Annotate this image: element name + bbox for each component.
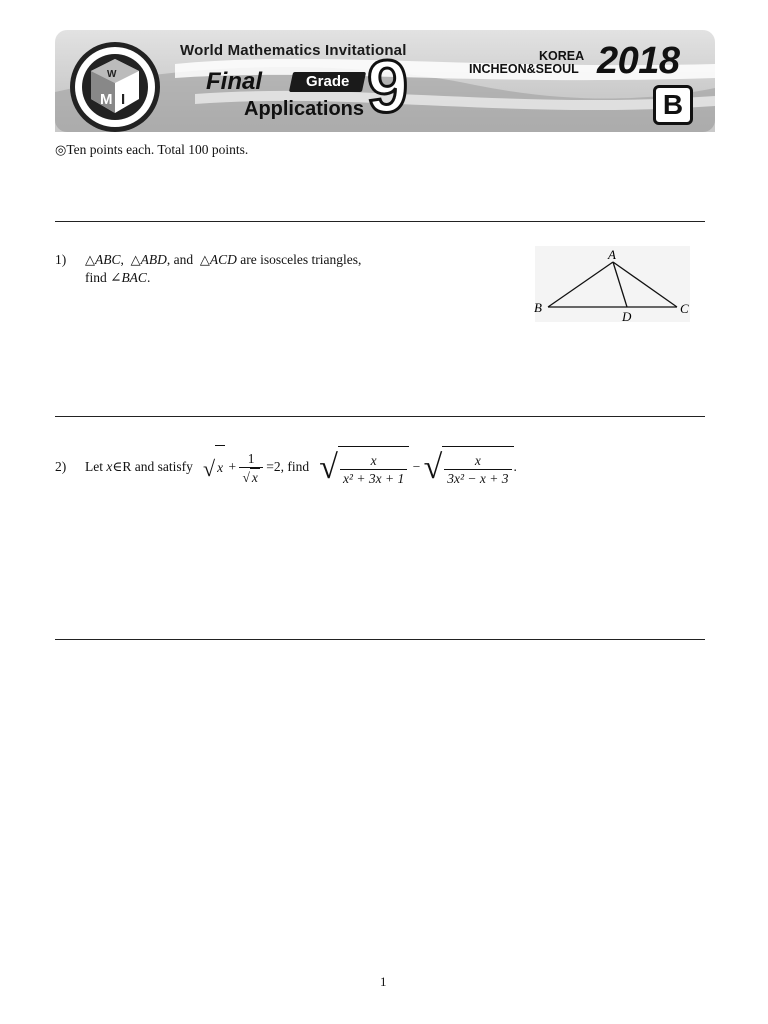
fraction-2-denominator: 3x² − x + 3 <box>447 471 509 487</box>
equals-sign: = <box>266 459 274 475</box>
let-word: Let <box>85 459 103 475</box>
grade-number: 9 <box>367 45 409 128</box>
triangle-figure <box>530 246 695 326</box>
country-label: KOREA <box>539 49 585 63</box>
header-banner <box>55 30 715 132</box>
divider-line <box>55 221 705 222</box>
cities-label: INCHEON&SEOUL <box>469 62 579 76</box>
fraction-1-denominator: x² + 3x + 1 <box>342 471 405 487</box>
find-text: , find <box>280 459 310 475</box>
round-label: Final <box>206 68 263 95</box>
wmi-logo <box>69 41 161 133</box>
one-over-sqrt-x <box>239 450 262 486</box>
triangle-acd: ACD <box>209 252 237 267</box>
triangle-symbol: △ <box>85 252 95 267</box>
grade-label: Grade <box>305 73 350 90</box>
element-of-symbol: ∈ <box>112 459 123 475</box>
angle-symbol: ∠ <box>110 270 122 285</box>
svg-text:M: M <box>100 91 113 108</box>
problem-2-number: 2) <box>55 459 67 474</box>
fraction-denominator: √ x <box>242 469 258 485</box>
grade-badge <box>289 72 366 92</box>
radicand-x: x <box>215 445 225 490</box>
value-two: 2 <box>273 459 281 475</box>
svg-text:I: I <box>121 91 126 108</box>
problem-1-text: are isosceles triangles, <box>240 252 362 267</box>
page-number: 1 <box>380 974 387 989</box>
vertex-label-a: A <box>608 247 616 262</box>
vertex-label-d: D <box>622 309 632 324</box>
instruction-text: Ten points each. Total 100 points. <box>66 142 249 157</box>
fraction-numerator: 1 <box>239 450 262 468</box>
triangle-abc: ABC <box>95 252 121 267</box>
problem-2-statement <box>85 445 517 491</box>
sqrt-fraction-2: √ $\frac{x}{\text{3x² − x + 3}}$ <box>424 445 514 490</box>
vertex-label-b: B <box>534 300 542 315</box>
year-label: 2018 <box>597 40 680 82</box>
fraction-2-numerator: x <box>444 452 511 470</box>
instructions <box>55 142 248 158</box>
triangle-abd: ABD <box>140 252 167 267</box>
satisfy-text: and satisfy <box>134 459 193 475</box>
sqrt-fraction-1: √ $\frac{x}{\text{x² + 3x + 1}}$ <box>319 445 409 490</box>
separator: , <box>120 252 124 267</box>
instruction-mark: ◎ <box>55 142 67 157</box>
angle-bac: BAC <box>121 270 147 285</box>
vertex-label-c: C <box>680 301 689 316</box>
sqrt-x: √ x <box>203 445 225 491</box>
plus-sign: + <box>228 459 237 475</box>
real-numbers-symbol: R <box>122 459 132 475</box>
triangle-symbol: △ <box>199 252 210 267</box>
problem-1-number: 1) <box>55 252 67 267</box>
problem-1-statement <box>85 252 361 268</box>
divider-line <box>55 639 705 640</box>
period: . <box>146 270 151 285</box>
triangle-symbol: △ <box>130 252 141 267</box>
svg-text:W: W <box>107 69 117 80</box>
minus-sign: − <box>412 459 421 475</box>
find-word: find <box>85 270 107 285</box>
divider-line <box>55 416 705 417</box>
period: . <box>513 459 517 475</box>
set-badge: B <box>653 85 693 125</box>
category-label: Applications <box>244 98 365 120</box>
competition-title: World Mathematics Invitational <box>180 42 407 59</box>
radicand-x: x <box>251 469 258 485</box>
problem-1-question <box>85 270 150 286</box>
fraction-1-numerator: x <box>340 452 407 470</box>
separator: , and <box>166 252 194 267</box>
variable-x: x <box>106 459 113 475</box>
